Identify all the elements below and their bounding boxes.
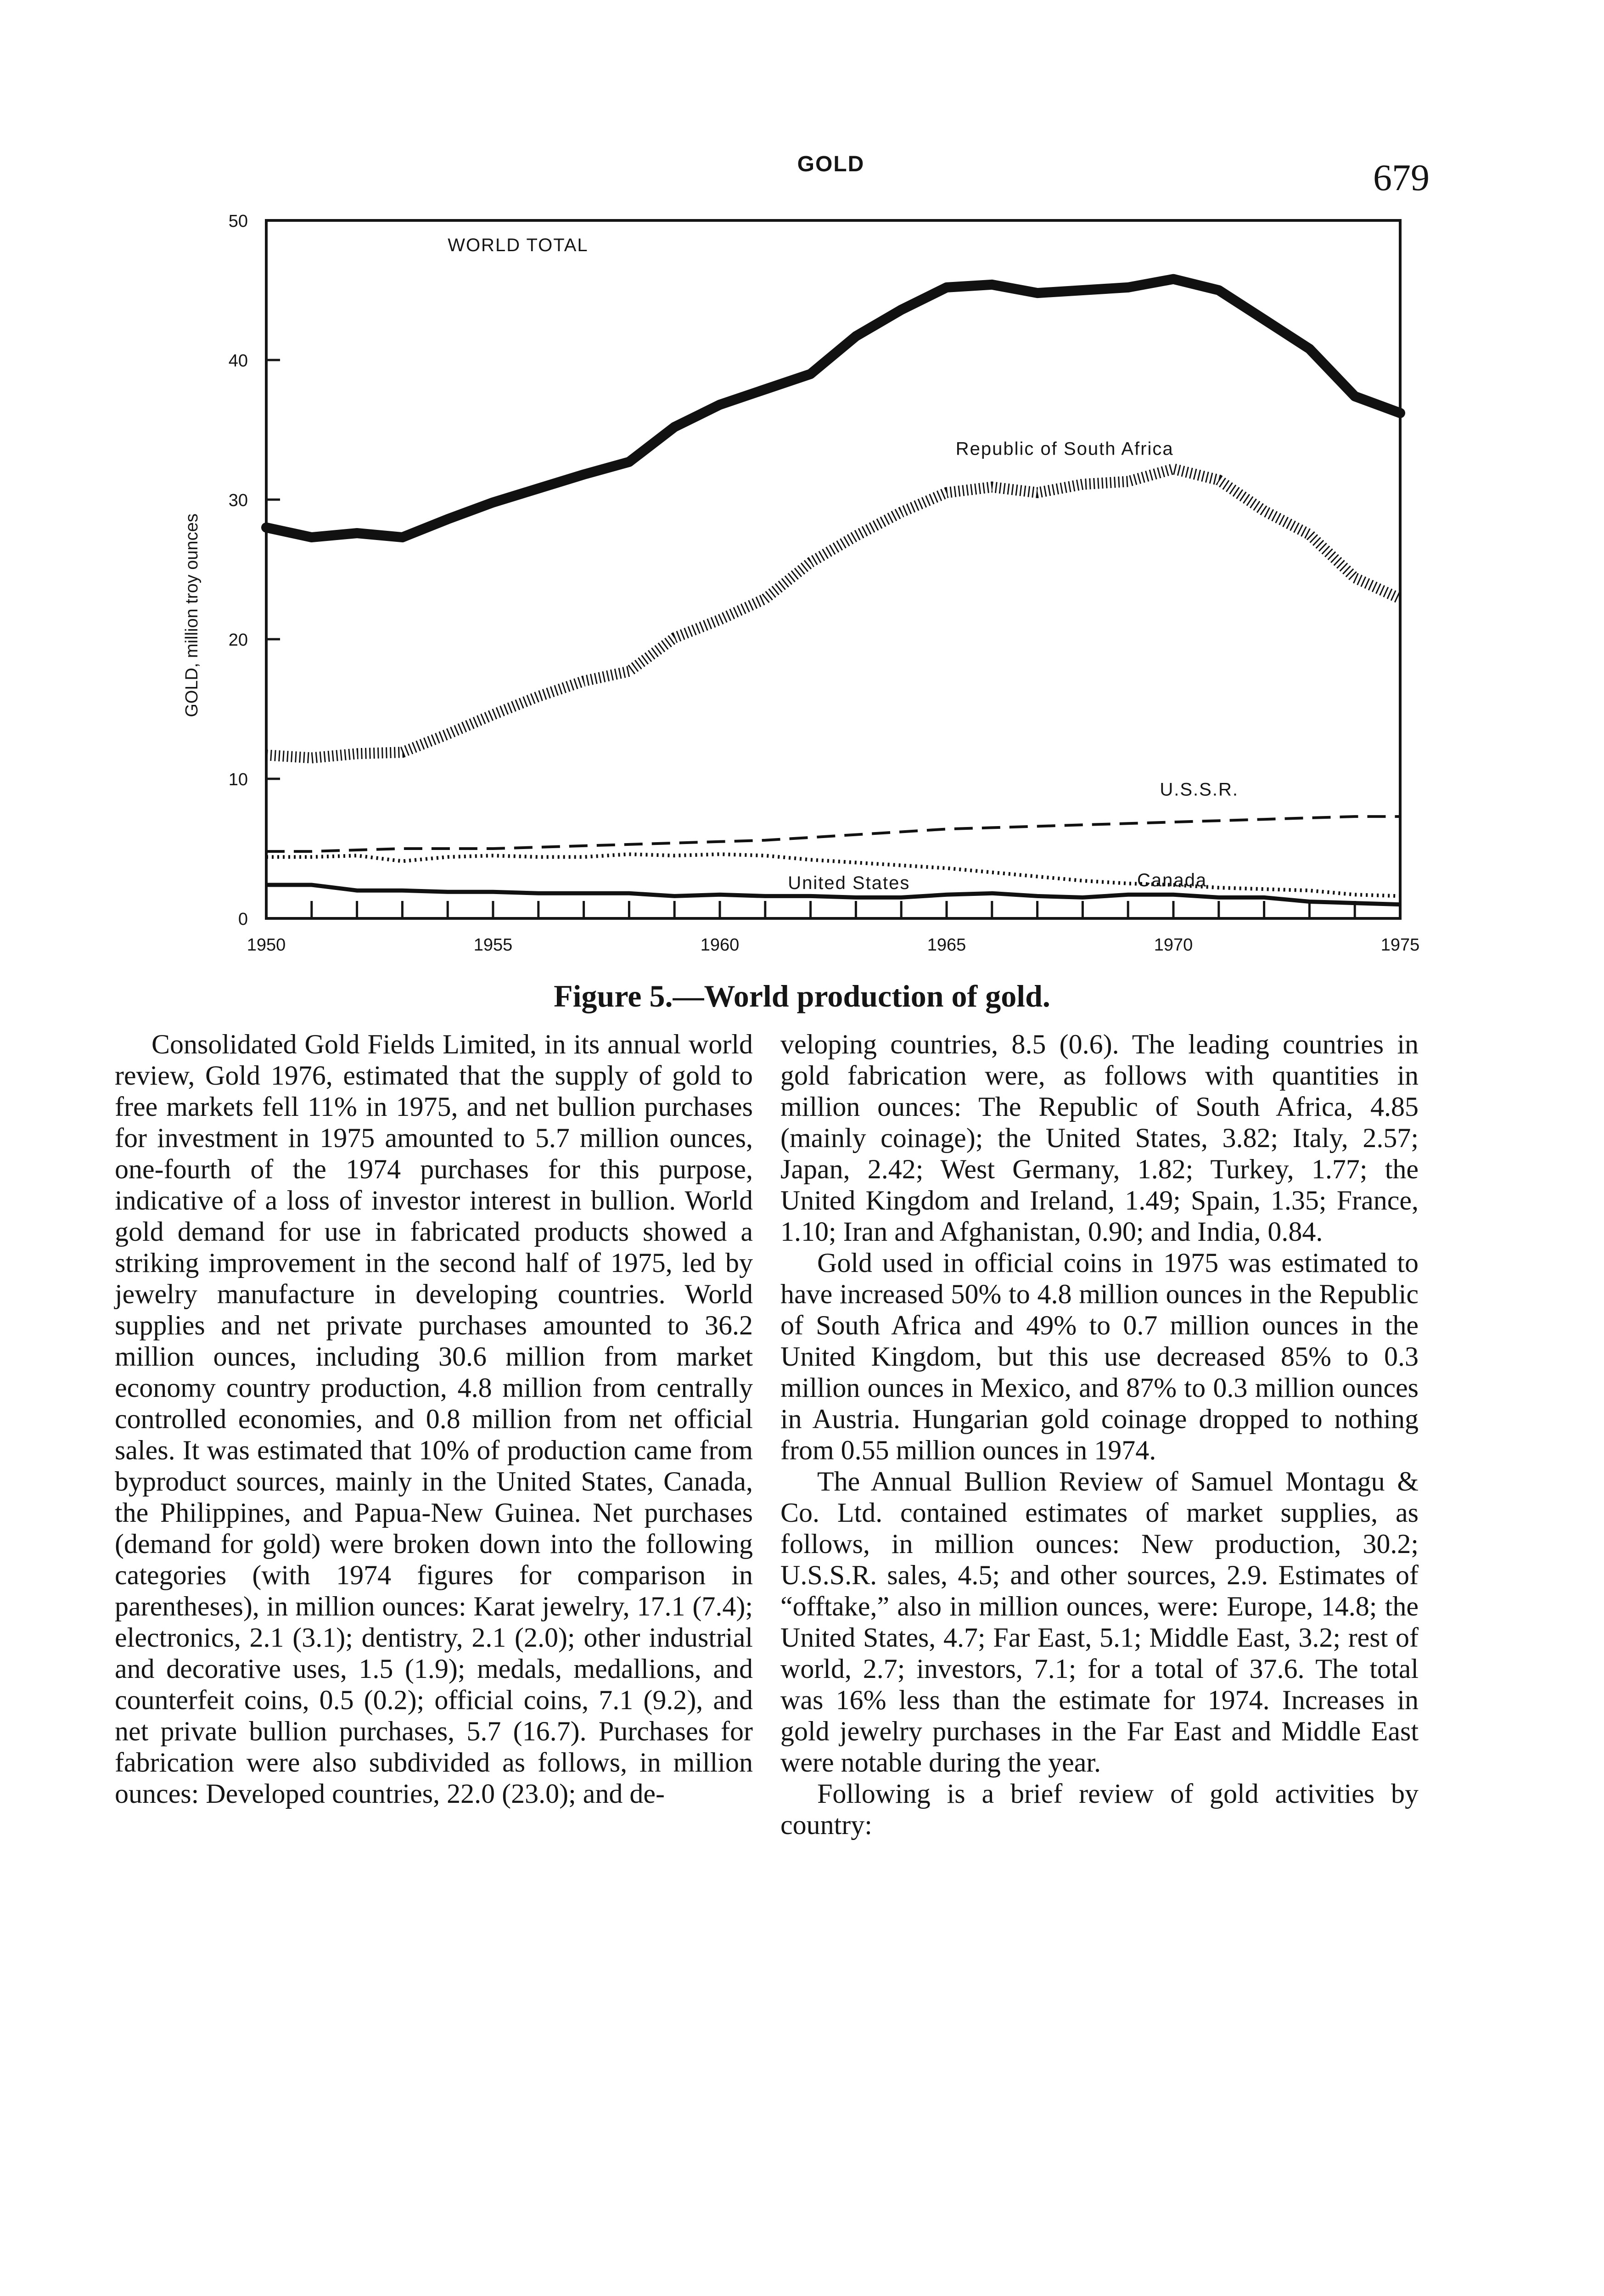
series-label: Republic of South Africa [955, 439, 1174, 459]
series-line [266, 279, 1400, 537]
running-head: GOLD [797, 152, 865, 176]
x-tick-label: 1955 [473, 935, 513, 955]
y-tick-label: 30 [228, 491, 248, 510]
body-paragraph: veloping countries, 8.5 (0.6). The leading countries in gold fabrication were, as follows with quantities in million ounces: The Republic of South Africa, 4.85 (mainly coinage); the United States, 3.82; Italy, 2.57; Japan, 2.42; West Germany, 1.82; Turkey, 1.77; the United Kingdom and Ireland, 1.49; Spain, 1.35; France, 1.10; Iran and Afghanistan, 0.90; and India, 0.84. [780, 1029, 1419, 1247]
x-tick-label: 1970 [1154, 935, 1193, 955]
body-paragraph: Following is a brief review of gold activities by country: [780, 1778, 1419, 1840]
body-paragraph: The Annual Bullion Review of Samuel Montagu & Co. Ltd. contained estimates of market supplies, as follows, in million ounces: New production, 30.2; U.S.S.R. sales, 4.5; and other sources, 2.9. Estimates of “offtake,” also in million ounces, were: Europe, 14.8; the United States, 4.7; Far East, 5.1; Middle East, 3.2; rest of world, 2.7; investors, 7.1; for a total of 37.6. The total was 16% less than the estimate for 1974. Increases in gold jewelry purchases in the Far East and Middle East were notable during the year. [780, 1466, 1419, 1778]
data-point [719, 619, 720, 620]
series-republic-of-south-africa [266, 468, 1401, 758]
label-layer [182, 235, 1239, 893]
data-point [538, 856, 539, 857]
text-column-right [780, 1029, 1419, 1840]
axis-ticks [229, 212, 1420, 955]
series-line [266, 816, 1400, 851]
series-world-total [266, 279, 1401, 538]
data-point [357, 855, 358, 856]
data-point [402, 848, 403, 849]
series-layer [266, 279, 1401, 905]
data-point [765, 855, 766, 856]
body-paragraph: Gold used in official coins in 1975 was estimated to have increased 50% to 4.8 million ounces in the Republic of South Africa and 49% to 0.7 million ounces in the United Kingdom, but this use decreased 85% to 0.3 million ounces in Mexico, and 87% to 0.3 million ounces in Austria. Hungarian gold coinage dropped to nothing from 0.55 million ounces in 1974. [780, 1248, 1419, 1465]
plot-border [266, 220, 1400, 918]
data-point [538, 696, 539, 697]
series-label: U.S.S.R. [1160, 779, 1239, 800]
x-tick-label: 1950 [247, 935, 286, 955]
y-tick-label: 20 [228, 630, 248, 650]
y-axis-title: GOLD, million troy ounces [182, 513, 202, 717]
body-paragraph: Consolidated Gold Fields Limited, in its annual world review, Gold 1976, estimated that the supply of gold to free markets fell 11% in 1975, and net bullion purchases for investment in 1975 amounted to 5.7 million ounces, one-fourth of the 1974 purchases for this purpose, indicative of a loss of investor interest in bullion. World gold demand for use in fabricated products showed a striking improvement in the second half of 1975, led by jewelry manufacture in developing countries. World supplies and net private purchases amounted to 36.2 million ounces, including 30.6 million from market economy country production, 4.8 million from centrally controlled economies, and 0.8 million from net official sales. It was estimated that 10% of production came from byproduct sources, mainly in the United States, Canada, the Philippines, and Papua-New Guinea. Net purchases (demand for gold) were broken down into the following categories (with 1974 figures for comparison in parentheses), in million ounces: Karat jewelry, 17.1 (7.4); electronics, 2.1 (3.1); dentistry, 2.1 (2.0); other industrial and decorative uses, 1.5 (1.9); medals, medallions, and counterfeit coins, 0.5 (0.2); official coins, 7.1 (9.2), and net private bullion purchases, 5.7 (16.7). Purchases for fabrication were also subdivided as follows, in million ounces: Developed countries, 22.0 (23.0); and de- [115, 1029, 753, 1809]
data-point [810, 837, 811, 838]
data-point [901, 865, 902, 866]
data-point [1309, 817, 1310, 818]
data-point [583, 856, 584, 857]
series-label: Canada [1137, 870, 1207, 891]
series-label: WORLD TOTAL [448, 235, 589, 255]
series-u-s-s-r [266, 816, 1401, 852]
data-point [1173, 468, 1174, 469]
data-point [855, 535, 856, 536]
data-point [1354, 577, 1355, 578]
series-label: United States [788, 873, 910, 894]
text-column-left [115, 1029, 753, 1809]
y-tick-label: 40 [228, 351, 248, 371]
data-point [1309, 890, 1310, 891]
page-number: 679 [1373, 157, 1430, 198]
data-point [946, 868, 947, 869]
data-point [493, 714, 494, 715]
plot-frame [266, 220, 1400, 918]
data-point [447, 734, 448, 735]
data-point [1127, 883, 1128, 884]
y-tick-label: 10 [228, 770, 248, 789]
data-point [719, 854, 720, 855]
series-line [266, 469, 1400, 758]
figure-caption: Figure 5.—World production of gold. [554, 979, 1050, 1013]
x-tick-label: 1960 [700, 935, 740, 955]
gold-production-chart [138, 184, 1423, 974]
y-tick-label: 0 [238, 910, 248, 929]
data-point [674, 843, 675, 844]
y-tick-label: 50 [228, 212, 248, 231]
data-point [1082, 880, 1083, 881]
data-point [538, 847, 539, 848]
data-point [1309, 534, 1310, 535]
data-point [946, 828, 947, 829]
x-tick-label: 1975 [1380, 935, 1420, 955]
x-tick-label: 1965 [927, 935, 966, 955]
